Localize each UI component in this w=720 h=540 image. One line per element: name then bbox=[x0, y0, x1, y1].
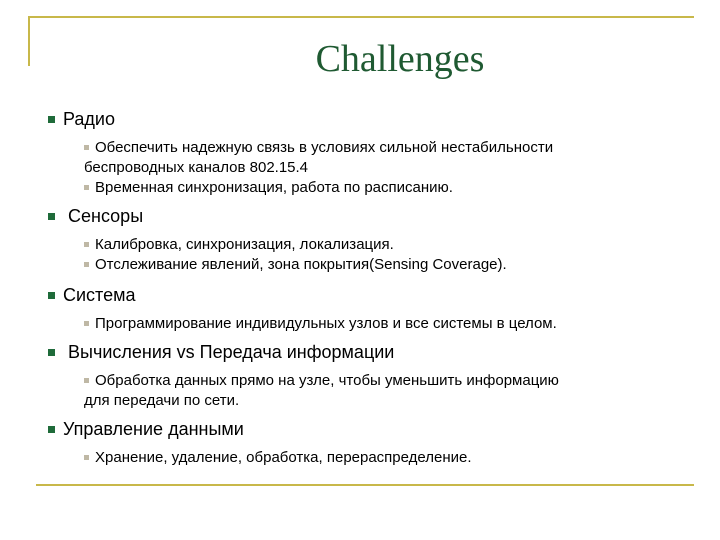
square-bullet-icon bbox=[48, 426, 55, 433]
section-label: Управление данными bbox=[63, 419, 244, 439]
square-bullet-icon bbox=[48, 349, 55, 356]
item-text: Временная синхронизация, работа по расписанию. bbox=[95, 179, 453, 196]
section-heading bbox=[48, 284, 680, 306]
list-item bbox=[84, 138, 680, 178]
item-text: Программирование индивидульных узлов и все системы в целом. bbox=[95, 315, 557, 332]
item-text-continuation: беспроводных каналов 802.15.4 bbox=[84, 159, 309, 176]
section-label: Радио bbox=[63, 109, 115, 129]
square-bullet-icon bbox=[48, 292, 55, 299]
square-bullet-icon bbox=[84, 145, 89, 150]
square-bullet-icon bbox=[84, 321, 89, 326]
section-label: Вычисления vs Передача информации bbox=[68, 342, 395, 362]
list-item bbox=[84, 448, 680, 468]
section-label: Сенсоры bbox=[68, 206, 144, 226]
frame-top-line bbox=[28, 16, 694, 18]
square-bullet-icon bbox=[84, 262, 89, 267]
item-text: Обеспечить надежную связь в условиях сильной нестабильности bbox=[95, 139, 554, 156]
square-bullet-icon bbox=[84, 242, 89, 247]
square-bullet-icon bbox=[84, 185, 89, 190]
section-label: Система bbox=[63, 285, 136, 305]
list-item bbox=[84, 178, 680, 198]
square-bullet-icon bbox=[48, 116, 55, 123]
square-bullet-icon bbox=[84, 378, 89, 383]
slide-title: Challenges bbox=[315, 38, 485, 80]
section-heading bbox=[48, 205, 680, 227]
item-text: Обработка данных прямо на узле, чтобы уменьшить информацию bbox=[95, 372, 559, 389]
section-heading bbox=[48, 108, 680, 130]
list-item bbox=[84, 371, 680, 411]
section-data-management bbox=[48, 418, 680, 468]
frame-bottom-line bbox=[36, 484, 694, 486]
square-bullet-icon bbox=[48, 213, 55, 220]
item-text: Отслеживание явлений, зона покрытия(Sensing Coverage). bbox=[95, 256, 507, 273]
square-bullet-icon bbox=[84, 455, 89, 460]
item-text: Калибровка, синхронизация, локализация. bbox=[95, 236, 394, 253]
item-text: Хранение, удаление, обработка, перераспределение. bbox=[95, 449, 472, 466]
section-system bbox=[48, 284, 680, 334]
list-item bbox=[84, 314, 680, 334]
item-text-continuation: для передачи по сети. bbox=[84, 392, 240, 409]
section-heading bbox=[48, 418, 680, 440]
section-sensors bbox=[48, 205, 680, 275]
section-radio bbox=[48, 108, 680, 198]
list-item bbox=[84, 235, 680, 255]
list-item bbox=[84, 255, 680, 275]
frame-left-line bbox=[28, 16, 30, 66]
section-heading bbox=[48, 341, 680, 363]
section-computing bbox=[48, 341, 680, 411]
